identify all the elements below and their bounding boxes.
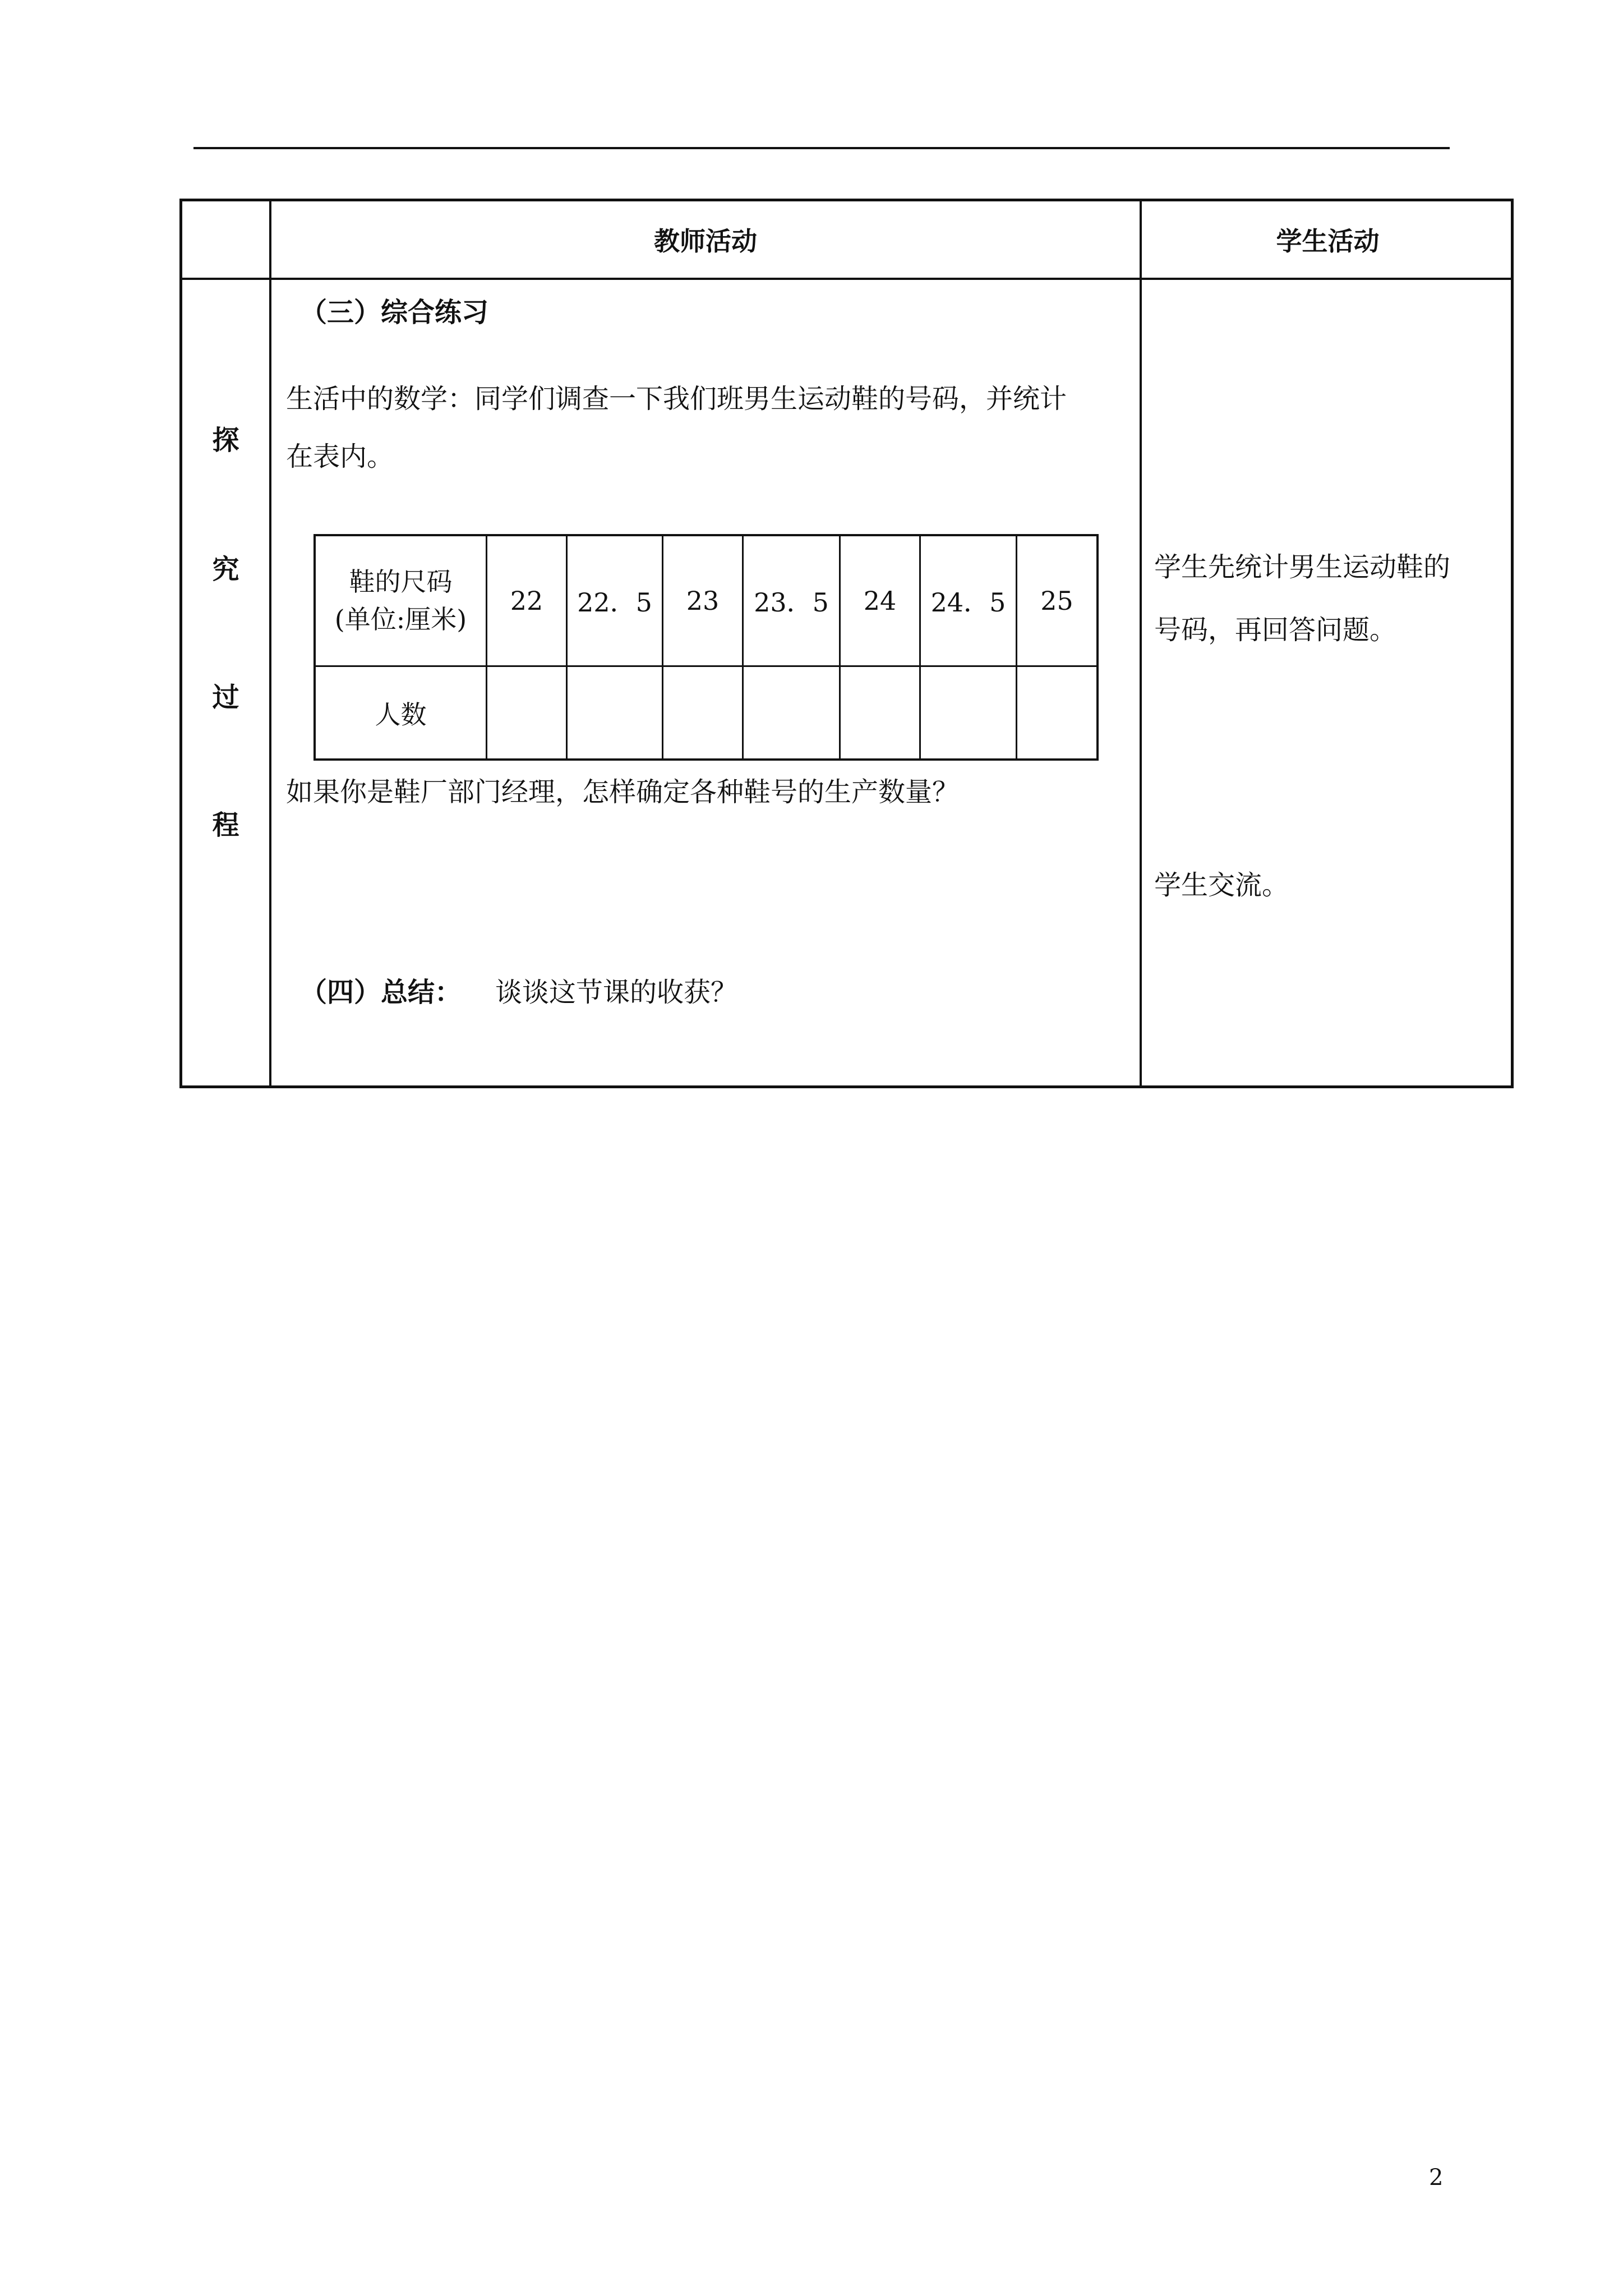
- header-divider: [182, 278, 1511, 280]
- section4-summary: [300, 979, 737, 1006]
- shoe-size-cell: 22．5: [577, 587, 652, 618]
- shoe-size-label-line1: 鞋的尺码: [349, 567, 453, 597]
- shoe-size-cell: 24: [863, 586, 897, 616]
- side-label-char: 程: [212, 809, 239, 841]
- head-count-cell: [744, 667, 839, 758]
- column-divider: [269, 201, 271, 1085]
- section4-text: 谈谈这节课的收获？: [495, 977, 738, 1008]
- shoe-size-cell: 24．5: [930, 587, 1006, 618]
- head-count-cell: [921, 667, 1016, 758]
- header-teacher-activity: 教师活动: [654, 226, 757, 256]
- intro-line-2: 在表内。: [286, 441, 394, 472]
- shoe-size-label-line2: (单位:厘米): [334, 604, 467, 634]
- intro-line-1: 生活中的数学：同学们调查一下我们班男生运动鞋的号码，并统计: [286, 383, 1067, 415]
- side-label-char: 究: [212, 554, 239, 585]
- head-count-cell: [1017, 667, 1096, 758]
- side-label-char: 探: [212, 425, 239, 456]
- shoe-size-cell: 22: [510, 586, 543, 616]
- student-note-line-3: 学生交流。: [1154, 869, 1289, 901]
- head-count-label: 人数: [375, 699, 427, 730]
- header-rule: [193, 147, 1450, 149]
- column-divider: [1140, 201, 1142, 1085]
- head-count-cell: [663, 667, 742, 758]
- section3-title: （三）综合练习: [300, 297, 489, 328]
- head-count-cell: [568, 667, 662, 758]
- page-number: 2: [1429, 2165, 1444, 2191]
- shoe-size-label: [316, 536, 486, 665]
- side-label-char: 过: [212, 682, 239, 713]
- shoe-size-table: [313, 534, 1099, 761]
- shoe-size-cell: 25: [1040, 586, 1073, 616]
- section4-title: （四）总结：: [300, 977, 462, 1008]
- shoe-size-cell: 23: [686, 586, 720, 616]
- lesson-table: [179, 199, 1514, 1088]
- head-count-cell: [487, 667, 566, 758]
- manager-question: 如果你是鞋厂部门经理，怎样确定各种鞋号的生产数量？: [286, 776, 960, 808]
- head-count-cell: [841, 667, 919, 758]
- header-blank: [182, 201, 269, 278]
- student-note-line-2: 号码，再回答问题。: [1154, 614, 1397, 646]
- student-note-line-1: 学生先统计男生运动鞋的: [1154, 551, 1451, 583]
- header-student-activity: 学生活动: [1276, 226, 1380, 256]
- shoe-size-cell: 23．5: [754, 587, 829, 618]
